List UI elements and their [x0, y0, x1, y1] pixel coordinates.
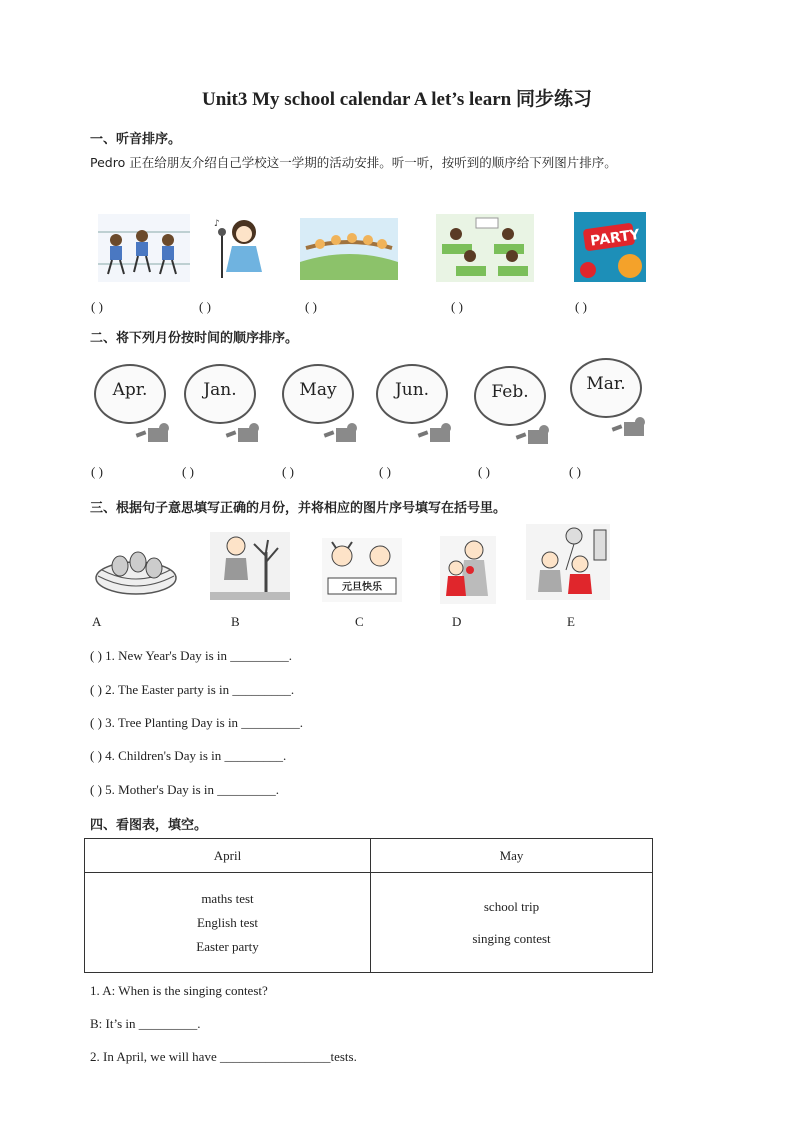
question-line[interactable]: ( ) 2. The Easter party is in _________.	[90, 682, 295, 697]
picture-letter: B	[231, 614, 240, 629]
party-caption: PARTY	[589, 226, 641, 250]
new-year-image	[322, 538, 402, 607]
mother-child-image	[440, 536, 496, 609]
boy-planting-image	[210, 532, 290, 605]
dog-icon	[224, 420, 260, 446]
picture-letter: C	[355, 614, 364, 629]
picture-letter: E	[567, 614, 575, 629]
answer-bracket[interactable]: ( )	[379, 464, 391, 479]
question-line[interactable]: ( ) 4. Children's Day is in _________.	[90, 748, 287, 763]
month-label: Mar.	[586, 374, 626, 394]
fill-line[interactable]: 2. In April, we will have _________________tests.	[90, 1049, 357, 1064]
month-label: Jun.	[394, 380, 430, 400]
may-event: school trip	[483, 898, 540, 914]
section2-heading: 二、将下列月份按时间的顺序排序。	[90, 331, 299, 346]
answer-bracket[interactable]: ( )	[575, 299, 587, 314]
dog-icon	[134, 420, 170, 446]
month-bubble	[372, 358, 452, 446]
answer-bracket[interactable]: ( )	[569, 464, 581, 479]
section1-heading: 一、听音排序。	[90, 132, 182, 147]
picture-letter: D	[452, 614, 462, 629]
students-test-image	[436, 214, 534, 287]
question-line[interactable]: ( ) 3. Tree Planting Day is in _________.	[90, 715, 304, 730]
answer-bracket[interactable]: ( )	[91, 299, 103, 314]
month-label: Apr.	[112, 380, 148, 400]
month-label: Feb.	[491, 382, 529, 402]
table-header-april: April	[85, 839, 371, 873]
girl-singing-image	[212, 214, 268, 287]
dog-icon	[610, 414, 646, 440]
month-bubble	[278, 358, 358, 446]
party-poster-image	[574, 212, 646, 287]
section3-heading: 三、根据句子意思填写正确的月份，并将相应的图片序号填写在括号里。	[90, 501, 507, 516]
month-label: May	[299, 380, 337, 400]
may-cell	[371, 873, 653, 973]
april-event: English test	[196, 914, 259, 930]
answer-bracket[interactable]: ( )	[451, 299, 463, 314]
school-trip-image	[300, 218, 398, 285]
month-bubble	[90, 358, 170, 446]
answer-bracket[interactable]: ( )	[478, 464, 490, 479]
may-event: singing contest	[472, 930, 551, 946]
month-label: Jan.	[203, 380, 237, 400]
april-event: maths test	[201, 890, 254, 906]
april-cell	[85, 873, 371, 973]
childrens-day-image	[526, 524, 610, 605]
dog-icon	[514, 422, 550, 448]
question-line[interactable]: ( ) 5. Mother's Day is in _________.	[90, 782, 280, 797]
answer-bracket[interactable]: ( )	[91, 464, 103, 479]
easter-eggs-image	[94, 540, 178, 603]
dog-icon	[322, 420, 358, 446]
children-dancing-image	[98, 214, 190, 287]
question-line[interactable]: ( ) 1. New Year's Day is in _________.	[90, 648, 293, 663]
dog-icon	[416, 420, 452, 446]
page-title: Unit3 My school calendar A let’s learn 同步练习	[201, 89, 592, 110]
fill-line[interactable]: B: It’s in _________.	[90, 1016, 201, 1031]
svg-text:♪: ♪	[214, 219, 220, 229]
calendar-table	[84, 838, 653, 973]
picture-letter: A	[92, 614, 102, 629]
answer-bracket[interactable]: ( )	[182, 464, 194, 479]
fill-line: 1. A: When is the singing contest?	[90, 983, 268, 998]
answer-bracket[interactable]: ( )	[199, 299, 211, 314]
answer-bracket[interactable]: ( )	[305, 299, 317, 314]
month-bubble	[180, 358, 260, 446]
section1-instruction: Pedro 正在给朋友介绍自己学校这一学期的活动安排。听一听，按听到的顺序给下列图片排序。	[90, 155, 617, 170]
answer-bracket[interactable]: ( )	[282, 464, 294, 479]
new-year-sign: 元旦快乐	[342, 582, 382, 593]
month-bubble	[470, 360, 550, 448]
april-event: Easter party	[196, 938, 259, 954]
table-header-may: May	[371, 839, 653, 873]
month-bubble	[566, 352, 646, 440]
section4-heading: 四、看图表，填空。	[90, 818, 208, 833]
